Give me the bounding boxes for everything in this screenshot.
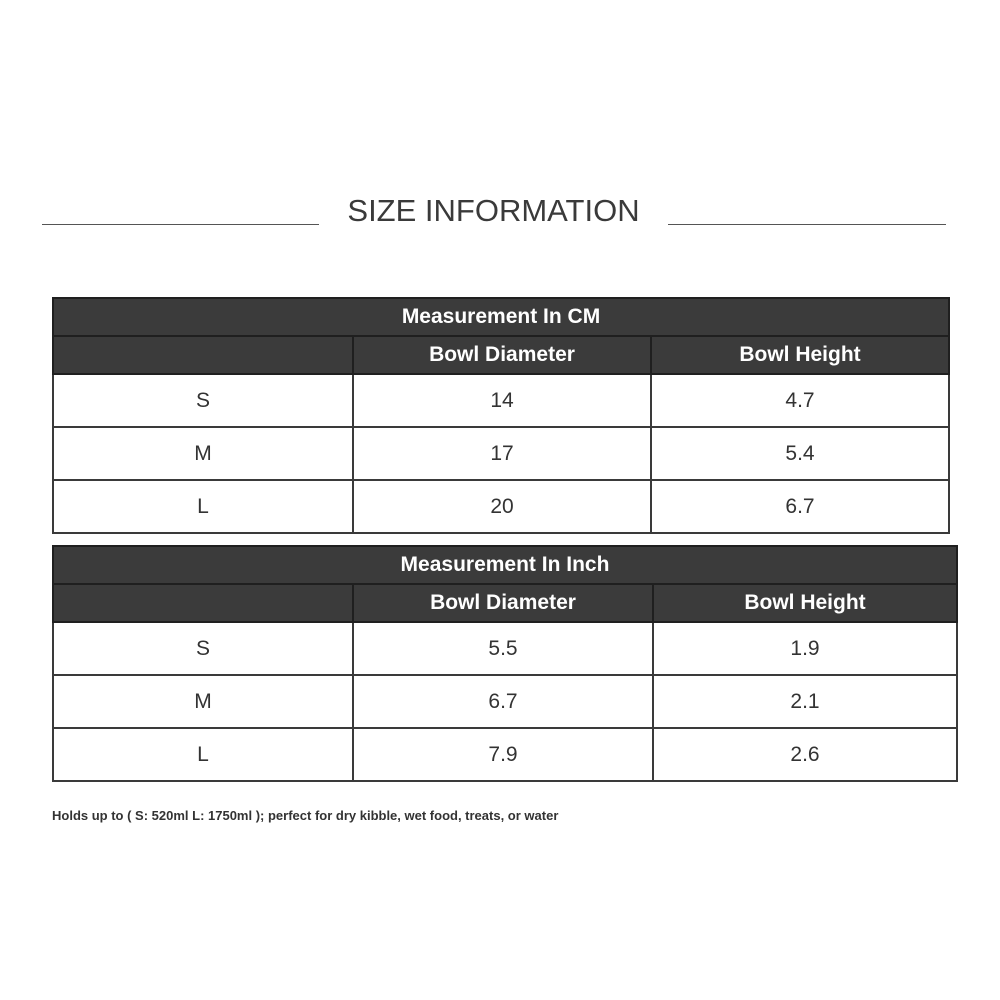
size-cell: S (53, 622, 353, 675)
height-column-header: Bowl Height (653, 584, 957, 622)
diameter-cell: 14 (353, 374, 651, 427)
size-cell: M (53, 427, 353, 480)
table-header-row (53, 584, 957, 622)
table-row (53, 480, 949, 533)
table-row (53, 427, 949, 480)
cm-table-banner: Measurement In CM (53, 298, 949, 336)
title-divider-right (668, 224, 946, 225)
table-row (53, 622, 957, 675)
size-cell: L (53, 728, 353, 781)
diameter-cell: 20 (353, 480, 651, 533)
diameter-cell: 5.5 (353, 622, 653, 675)
inch-table-banner: Measurement In Inch (53, 546, 957, 584)
diameter-column-header: Bowl Diameter (353, 584, 653, 622)
inch-size-table (52, 545, 958, 782)
size-cell: L (53, 480, 353, 533)
capacity-footnote: Holds up to ( S: 520ml L: 1750ml ); perfect for dry kibble, wet food, treats, or water (52, 808, 559, 823)
page-title: SIZE INFORMATION (347, 193, 640, 228)
table-row (53, 675, 957, 728)
diameter-cell: 17 (353, 427, 651, 480)
diameter-column-header: Bowl Diameter (353, 336, 651, 374)
height-cell: 1.9 (653, 622, 957, 675)
height-cell: 2.6 (653, 728, 957, 781)
size-cell: S (53, 374, 353, 427)
table-banner-row (53, 298, 949, 336)
table-banner-row (53, 546, 957, 584)
table-header-row (53, 336, 949, 374)
height-cell: 6.7 (651, 480, 949, 533)
diameter-cell: 7.9 (353, 728, 653, 781)
height-cell: 2.1 (653, 675, 957, 728)
diameter-cell: 6.7 (353, 675, 653, 728)
height-column-header: Bowl Height (651, 336, 949, 374)
size-column-header (53, 336, 353, 374)
table-row (53, 374, 949, 427)
height-cell: 4.7 (651, 374, 949, 427)
cm-size-table (52, 297, 950, 534)
title-divider-left (42, 224, 319, 225)
table-row (53, 728, 957, 781)
height-cell: 5.4 (651, 427, 949, 480)
size-column-header (53, 584, 353, 622)
size-cell: M (53, 675, 353, 728)
